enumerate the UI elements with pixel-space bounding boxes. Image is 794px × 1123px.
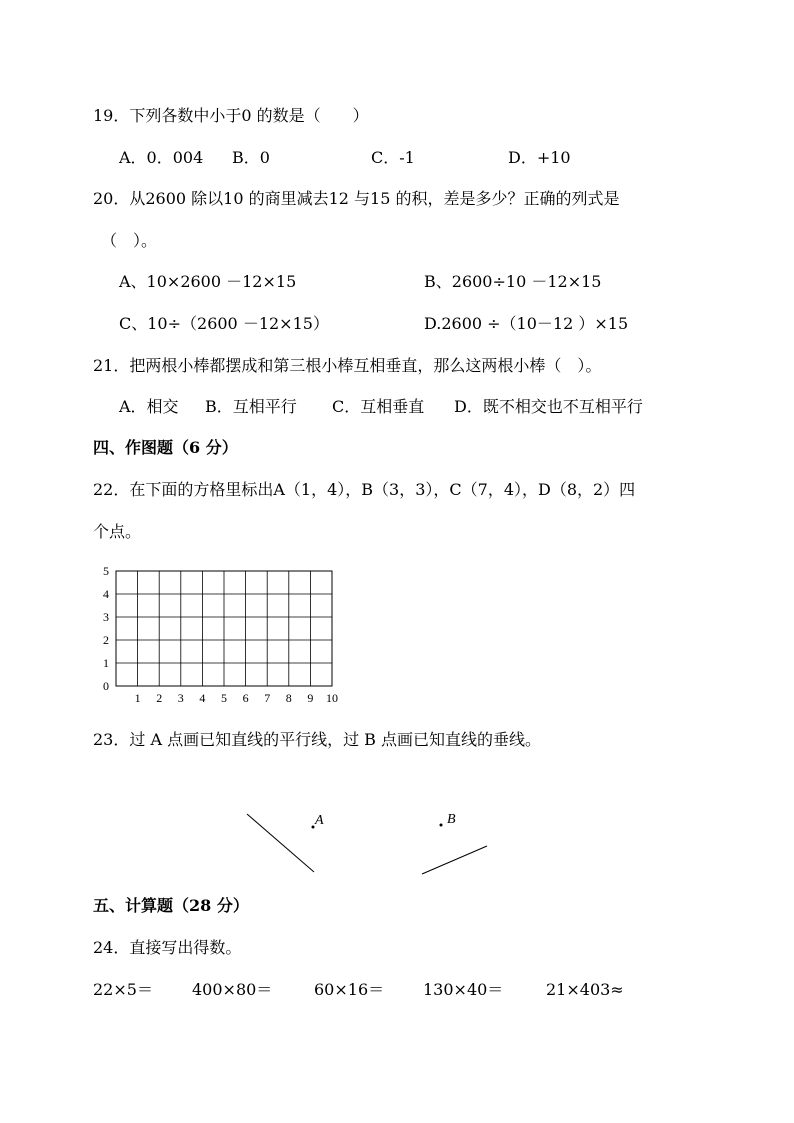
q20-option-d: D.2600 ÷（10－12 ）×15 <box>424 314 629 333</box>
section5-title: 五、计算题（28 分） <box>93 896 249 915</box>
q20-stem-line1: 20．从2600 除以10 的商里减去12 与15 的积，差是多少？正确的列式是 <box>93 189 620 208</box>
q21-option-a: A．相交 <box>119 397 179 416</box>
grid-x-label: 10 <box>326 691 338 703</box>
q21-option-b: B．互相平行 <box>205 397 297 416</box>
grid-x-label: 1 <box>134 691 141 703</box>
q21-option-c: C．互相垂直 <box>332 397 425 416</box>
grid-y-label: 4 <box>103 587 109 601</box>
q24-stem: 24．直接写出得数。 <box>93 938 242 957</box>
q24-item-1: 22×5＝ <box>93 980 153 999</box>
grid-y-label: 2 <box>103 633 109 647</box>
q22-stem-line1: 22．在下面的方格里标出A（1，4），B（3，3），C（7，4），D（8，2）四 <box>93 480 636 499</box>
q20-option-b: B、2600÷10 －12×15 <box>424 272 602 291</box>
point-b-dot <box>440 824 443 827</box>
grid-y-label: 0 <box>103 679 109 693</box>
grid-x-label: 5 <box>221 691 227 703</box>
given-line-a <box>247 814 314 872</box>
q20-option-a: A、10×2600 －12×15 <box>119 272 297 291</box>
q24-item-4: 130×40＝ <box>423 980 504 999</box>
grid-y-label: 3 <box>103 610 109 624</box>
point-b-label: B <box>447 812 456 827</box>
coordinate-grid <box>96 563 346 703</box>
given-line-b <box>422 846 487 874</box>
section4-title: 四、作图题（6 分） <box>93 438 238 457</box>
grid-y-label: 1 <box>103 656 109 670</box>
q19-option-a: A．0．004 <box>119 148 204 167</box>
grid-x-label: 4 <box>199 691 206 703</box>
grid-x-label: 6 <box>242 691 249 703</box>
q21-stem: 21．把两根小棒都摆成和第三根小棒互相垂直，那么这两根小棒（ ）。 <box>93 356 602 375</box>
q24-item-5: 21×403≈ <box>546 980 624 999</box>
q19-option-c: C．-1 <box>371 148 415 167</box>
grid-x-label: 7 <box>264 691 271 703</box>
q20-option-c: C、10÷（2600 －12×15） <box>119 314 329 333</box>
q24-item-3: 60×16＝ <box>314 980 385 999</box>
line-drawing-area <box>230 805 500 885</box>
q24-item-2: 400×80＝ <box>192 980 273 999</box>
grid-x-label: 8 <box>285 691 292 703</box>
q21-option-d: D．既不相交也不互相平行 <box>454 397 643 416</box>
q19-option-d: D．+10 <box>508 148 571 167</box>
q19-option-b: B．0 <box>232 148 270 167</box>
grid-x-label: 3 <box>177 691 184 703</box>
grid-x-label: 2 <box>156 691 163 703</box>
q23-stem: 23．过 A 点画已知直线的平行线，过 B 点画已知直线的垂线。 <box>93 730 542 749</box>
q19-stem: 19．下列各数中小于0 的数是（ ） <box>93 106 369 125</box>
q22-stem-line2: 个点。 <box>93 522 142 541</box>
point-a-label: A <box>315 813 324 828</box>
grid-y-label: 5 <box>103 564 109 578</box>
q20-stem-line2: （ ）。 <box>101 231 158 250</box>
grid-x-label: 9 <box>307 691 314 703</box>
